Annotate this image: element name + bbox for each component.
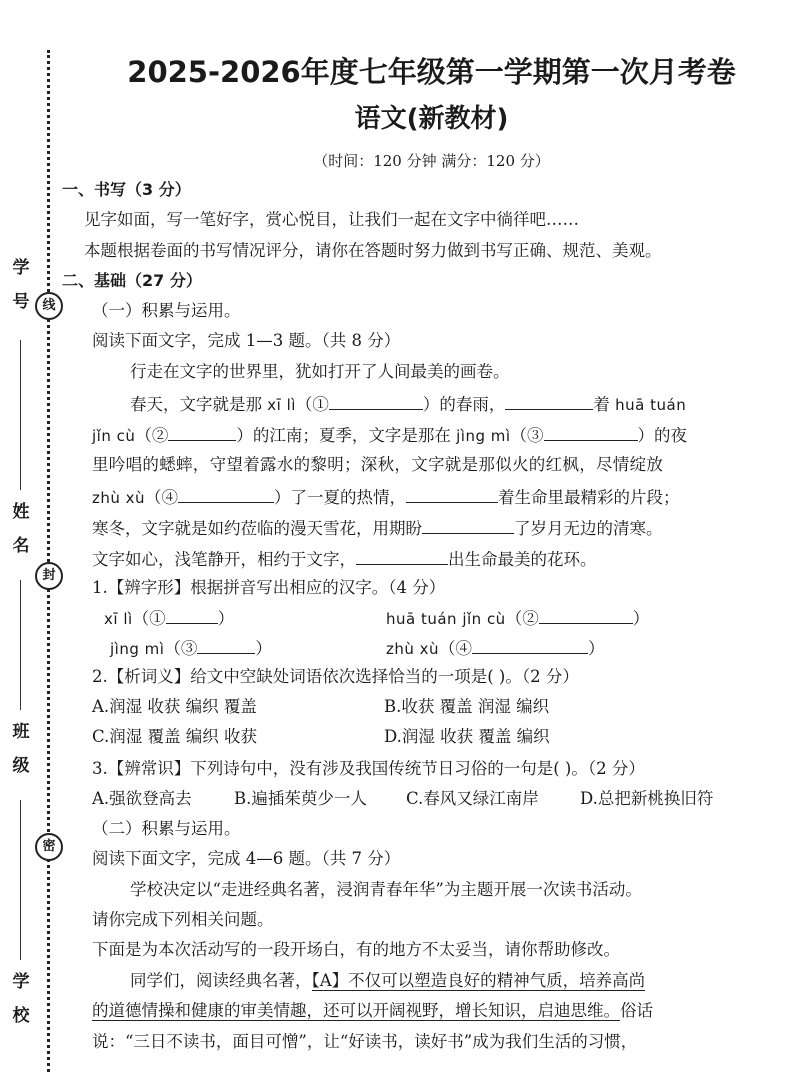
pinyin: huā tuán jǐn cù — [386, 610, 506, 628]
answer-blank-1[interactable] — [166, 605, 218, 624]
passage-text: ）的江南；夏季，文字是那在 — [236, 426, 457, 445]
speech-line-1 — [130, 969, 645, 993]
passage-text: （② — [135, 426, 169, 445]
blank-verb-3[interactable] — [422, 515, 514, 534]
pinyin-xili: xī lì — [267, 396, 296, 414]
passage-text: 着生命里最精彩的片段； — [498, 488, 680, 507]
passage-line-2 — [130, 391, 686, 417]
q3-option-b[interactable]: B.遍插茱萸少一人 — [234, 789, 367, 808]
q1-item-c — [110, 635, 272, 661]
passage-text: ）的春雨， — [422, 395, 506, 414]
question-2-stem: 2.【析词义】给文中空缺处词语依次选择恰当的一项是( )。（2 分） — [92, 667, 579, 686]
item-num: （④ — [439, 639, 473, 658]
pinyin-huatuan: huā tuán — [615, 396, 687, 414]
blank-4[interactable] — [178, 484, 274, 503]
passage-text: （④ — [145, 488, 179, 507]
pinyin: jìng mì — [110, 640, 165, 658]
passage-text: 了岁月无边的清寒。 — [514, 519, 663, 538]
pinyin-jincu: jǐn cù — [92, 427, 136, 445]
q1-item-a — [104, 605, 234, 631]
passage-line-3 — [92, 422, 687, 448]
time-info: （时间：120 分钟 满分：120 分） — [313, 152, 550, 170]
student-id-write-line[interactable] — [20, 340, 21, 490]
speech-line-2 — [92, 999, 653, 1023]
passage-line-4: 里吟唱的蟋蟀，守望着露水的黎明；深秋，文字就是那似火的红枫，尽情绽放 — [92, 455, 664, 474]
underlined-sentence-a-cont: 的道德情操和健康的审美情趣，还可以开阔视野，增长知识，启迪思维。 — [92, 1001, 620, 1020]
class-label-char-1: 班 — [12, 722, 30, 742]
underlined-sentence-a: 【A】不仅可以塑造良好的精神气质，培养高尚 — [311, 971, 646, 990]
item-close: ） — [632, 609, 650, 628]
q3-option-c[interactable]: C.春风又绿江南岸 — [406, 789, 539, 808]
q2-option-d[interactable]: D.润湿 收获 覆盖 编织 — [384, 727, 550, 746]
exam-subtitle: 语文(新教材) — [354, 104, 509, 134]
school-label-char-2: 校 — [12, 1006, 30, 1026]
student-id-label — [10, 256, 32, 314]
question-1-stem: 1.【辨字形】根据拼音写出相应的汉字。（4 分） — [92, 578, 446, 597]
name-label-char-2: 名 — [12, 536, 30, 556]
binding-dotted-line — [47, 50, 50, 1072]
part1-heading: （一）积累与运用。 — [92, 301, 241, 320]
blank-1[interactable] — [329, 391, 423, 410]
name-write-line[interactable] — [20, 580, 21, 710]
name-label-char-1: 姓 — [12, 502, 30, 522]
part2-heading: （二）积累与运用。 — [92, 819, 241, 838]
speech-text: 同学们，阅读经典名著， — [130, 971, 312, 990]
section1-line1: 见字如面，写一笔好字，赏心悦目，让我们一起在文字中徜徉吧…… — [84, 210, 579, 229]
answer-blank-4[interactable] — [472, 635, 588, 654]
school-label-char-1: 学 — [12, 972, 30, 992]
passage-line-1: 行走在文字的世界里，犹如打开了人间最美的画卷。 — [130, 362, 510, 381]
class-write-line[interactable] — [20, 800, 21, 960]
item-num: （① — [132, 609, 166, 628]
student-id-label-char-1: 学 — [12, 258, 30, 278]
pinyin-jingmi: jìng mì — [456, 427, 511, 445]
item-close: ） — [255, 639, 272, 658]
pinyin: zhù xù — [386, 640, 440, 658]
section1-line2: 本题根据卷面的书写情况评分，请你在答题时努力做到书写正确、规范、美观。 — [84, 241, 662, 260]
passage-text: ）的夜 — [637, 426, 688, 445]
school-label — [10, 970, 32, 1028]
item-close: ） — [217, 609, 235, 628]
student-id-label-char-2: 号 — [12, 292, 30, 312]
binding-strip — [0, 0, 70, 1072]
passage-text: 文字如心，浅笔静开，相约于文字， — [92, 550, 356, 569]
q2-option-a[interactable]: A.润湿 收获 编织 覆盖 — [92, 697, 257, 716]
passage-text: （① — [295, 395, 329, 414]
passage-line-5 — [92, 484, 680, 510]
q2-option-b[interactable]: B.收获 覆盖 润湿 编织 — [384, 697, 550, 716]
passage-line-7 — [92, 546, 597, 572]
class-label-char-2: 级 — [12, 756, 30, 776]
binding-mark-line: 线 — [35, 292, 63, 320]
blank-3[interactable] — [544, 422, 638, 441]
name-label — [10, 500, 32, 558]
item-num: （② — [505, 609, 539, 628]
speech-text: 俗话 — [620, 1001, 653, 1020]
pinyin: xī lì — [104, 610, 133, 628]
passage-text: ）了一夏的热情， — [274, 488, 407, 507]
item-close: ） — [588, 639, 605, 658]
q3-option-a[interactable]: A.强欲登高去 — [92, 789, 192, 808]
passage-text: 出生命最美的花环。 — [448, 550, 597, 569]
section2-heading: 二、基础（27 分） — [62, 271, 202, 290]
answer-blank-3[interactable] — [197, 635, 255, 654]
activity-line-1: 学校决定以“走进经典名著，浸润青春年华”为主题开展一次读书活动。 — [130, 880, 642, 899]
question-3-stem: 3.【辨常识】下列诗句中，没有涉及我国传统节日习俗的一句是( )。（2 分） — [92, 759, 645, 778]
binding-mark-secret: 密 — [35, 833, 63, 861]
activity-line-3: 下面是为本次活动写的一段开场白，有的地方不太妥当，请你帮助修改。 — [92, 940, 620, 959]
blank-2[interactable] — [168, 422, 236, 441]
exam-title: 2025-2026年度七年级第一学期第一次月考卷 — [127, 55, 736, 89]
instruction-2: 阅读下面文字，完成 4—6 题。（共 7 分） — [92, 849, 401, 868]
instruction-1: 阅读下面文字，完成 1—3 题。（共 8 分） — [92, 331, 401, 350]
answer-blank-2[interactable] — [539, 605, 633, 624]
blank-verb-2[interactable] — [406, 484, 498, 503]
pinyin-zhuxu: zhù xù — [92, 489, 146, 507]
q1-item-b — [386, 605, 649, 631]
activity-line-2: 请你完成下列相关问题。 — [92, 910, 274, 929]
passage-text: 着 — [593, 395, 616, 414]
passage-text: 春天，文字就是那 — [130, 395, 268, 414]
class-label — [10, 720, 32, 778]
blank-verb-4[interactable] — [356, 546, 448, 565]
q3-option-d[interactable]: D.总把新桃换旧符 — [580, 789, 714, 808]
q2-option-c[interactable]: C.润湿 覆盖 编织 收获 — [92, 727, 258, 746]
passage-text: （③ — [510, 426, 544, 445]
item-num: （③ — [164, 639, 198, 658]
q1-item-d — [386, 635, 605, 661]
passage-text: 寒冬，文字就是如约莅临的漫天雪花，用期盼 — [92, 519, 422, 538]
passage-line-6 — [92, 515, 663, 541]
speech-line-3: 说：“三日不读书，面目可憎”，让“好读书，读好书”成为我们生活的习惯， — [92, 1032, 638, 1051]
binding-mark-seal: 封 — [35, 562, 63, 590]
blank-verb-1[interactable] — [505, 391, 593, 410]
section1-heading: 一、书写（3 分） — [62, 180, 191, 199]
